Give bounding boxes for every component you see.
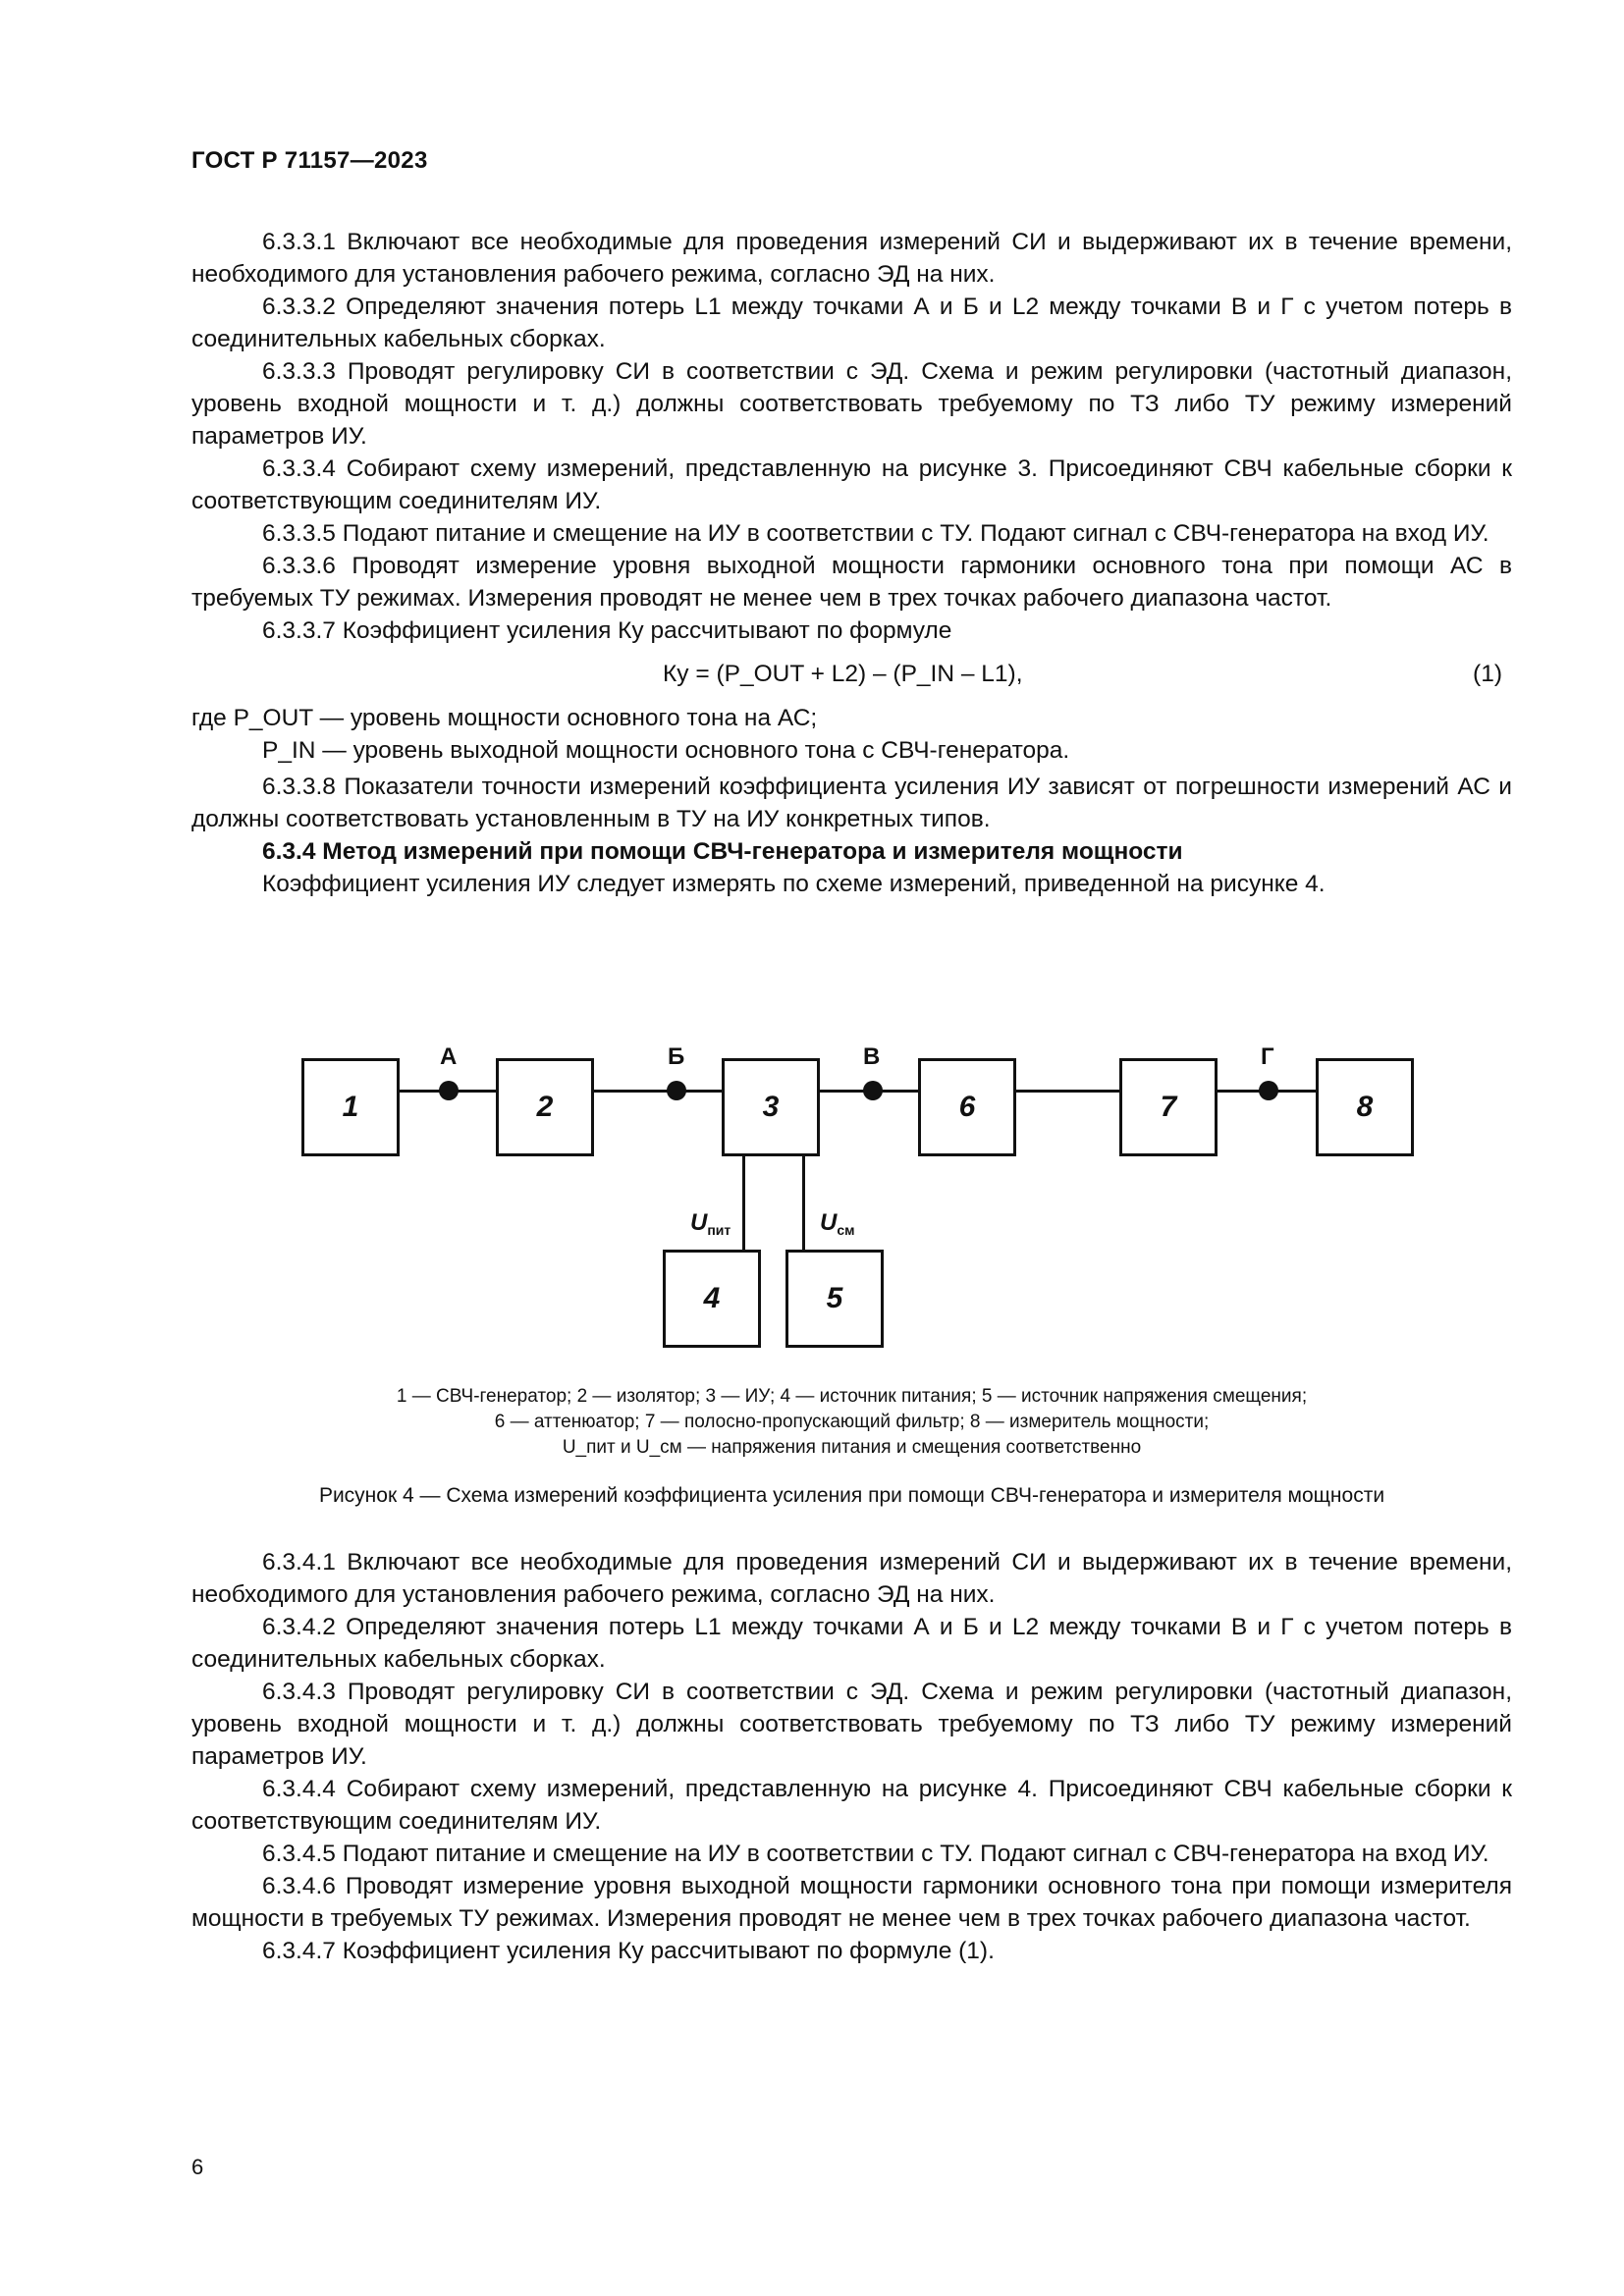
point-a-label: А	[440, 1043, 458, 1070]
paragraph-6-3-3-4: 6.3.3.4 Собирают схему измерений, представленную на рисунке 3. Присоединяют СВЧ кабельные сборки к соответствующим соединителям ИУ.	[191, 455, 1512, 514]
paragraph-6-3-4-1: 6.3.4.1 Включают все необходимые для проведения измерений СИ и выдерживают их в течение времени, необходимого для установления рабочего режима, согласно ЭД на них.	[191, 1549, 1512, 1608]
page-number: 6	[191, 2155, 204, 2179]
formula-expression: Ку = (P_OUT + L2) – (P_IN – L1),	[663, 661, 1023, 687]
point-v-dot	[863, 1081, 883, 1100]
u-pit-label: $U_{пит}$	[690, 1209, 731, 1238]
formula-number: (1)	[1473, 661, 1502, 687]
line-7-8	[1218, 1090, 1316, 1093]
paragraph-6-3-3-8: 6.3.3.8 Показатели точности измерений коэффициента усиления ИУ зависят от погрешности измерений АС и должны соответствовать установленным в ТУ на ИУ конкретных типов.	[191, 774, 1512, 832]
block-4-power-supply: 4	[663, 1250, 761, 1348]
block-2-isolator: 2	[496, 1058, 594, 1156]
block-3-device: 3	[722, 1058, 820, 1156]
paragraph-6-3-4-5: 6.3.4.5 Подают питание и смещение на ИУ в соответствии с ТУ. Подают сигнал с СВЧ-генератора на вход ИУ.	[262, 1841, 1489, 1867]
paragraph-6-3-3-1: 6.3.3.1 Включают все необходимые для проведения измерений СИ и выдерживают их в течение времени, необходимого для установления рабочего режима, согласно ЭД на них.	[191, 229, 1512, 288]
u-sm-label: $U_{см}$	[820, 1209, 855, 1238]
paragraph-6-3-3-2: 6.3.3.2 Определяют значения потерь L1 между точками А и Б и L2 между точками В и Г с учетом потерь в соединительных кабельных сборках.	[191, 294, 1512, 352]
figure-legend	[191, 1384, 1512, 1461]
section-6-3-4	[191, 1546, 1512, 1967]
line-1-2	[398, 1090, 496, 1093]
paragraph-6-3-3-5: 6.3.3.5 Подают питание и смещение на ИУ в соответствии с ТУ. Подают сигнал с СВЧ-генератора на вход ИУ.	[262, 520, 1489, 547]
where-line-pin: P_IN — уровень выходной мощности основного тона с СВЧ-генератора.	[262, 737, 1070, 764]
line-3-5	[802, 1154, 805, 1251]
document-header: ГОСТ Р 71157—2023	[191, 147, 428, 174]
point-a-dot	[439, 1081, 459, 1100]
line-2-3	[594, 1090, 722, 1093]
paragraph-6-3-4-6: 6.3.4.6 Проводят измерение уровня выходной мощности гармоники основного тона при помощи измерителя мощности в требуемых ТУ режимах. Измерения проводят не менее чем в трех точках рабочего диапазона частот.	[191, 1873, 1512, 1932]
block-5-bias-source: 5	[785, 1250, 884, 1348]
block-8-power-meter: 8	[1316, 1058, 1414, 1156]
formula-1	[191, 647, 1512, 702]
paragraph-6-3-3-7: 6.3.3.7 Коэффициент усиления Ку рассчитывают по формуле	[262, 617, 952, 644]
paragraph-6-3-4-2: 6.3.4.2 Определяют значения потерь L1 между точками А и Б и L2 между точками В и Г с учетом потерь в соединительных кабельных сборках.	[191, 1614, 1512, 1673]
paragraph-6-3-4-4: 6.3.4.4 Собирают схему измерений, представленную на рисунке 4. Присоединяют СВЧ кабельные сборки к соответствующим соединителям ИУ.	[191, 1776, 1512, 1835]
legend-line-2: 6 — аттенюатор; 7 — полосно-пропускающий фильтр; 8 — измеритель мощности;	[494, 1412, 1210, 1432]
line-3-4	[742, 1154, 745, 1251]
paragraph-6-3-3-3: 6.3.3.3 Проводят регулировку СИ в соответствии с ЭД. Схема и режим регулировки (частотный диапазон, уровень входной мощности и т. д.) должны соответствовать требуемому по ТЗ либо ТУ режиму измерений параметров ИУ.	[191, 358, 1512, 450]
intro-6-3-4: Коэффициент усиления ИУ следует измерять по схеме измерений, приведенной на рисунке 4.	[262, 871, 1326, 897]
point-g-label: Г	[1261, 1043, 1274, 1070]
legend-line-1: 1 — СВЧ-генератор; 2 — изолятор; 3 — ИУ; 4 — источник питания; 5 — источник напряжения смещения;	[396, 1386, 1308, 1407]
legend-line-3: U_пит и U_см — напряжения питания и смещения соответственно	[562, 1437, 1142, 1458]
where-line-pout: где P_OUT — уровень мощности основного тона на АС;	[191, 705, 818, 731]
block-7-bandpass-filter: 7	[1119, 1058, 1218, 1156]
paragraph-6-3-4-7: 6.3.4.7 Коэффициент усиления Ку рассчитывают по формуле (1).	[262, 1938, 995, 1964]
point-b-dot	[667, 1081, 686, 1100]
heading-6-3-4: 6.3.4 Метод измерений при помощи СВЧ-генератора и измерителя мощности	[262, 838, 1183, 865]
point-v-label: В	[863, 1043, 881, 1070]
block-1-microwave-generator: 1	[301, 1058, 400, 1156]
paragraph-6-3-3-6: 6.3.3.6 Проводят измерение уровня выходной мощности гармоники основного тона при помощи АС в требуемых ТУ режимах. Измерения проводят не менее чем в трех точках рабочего диапазона частот.	[191, 553, 1512, 612]
point-b-label: Б	[668, 1043, 685, 1070]
line-3-6	[820, 1090, 918, 1093]
line-6-7	[1016, 1090, 1119, 1093]
figure-caption: Рисунок 4 — Схема измерений коэффициента усиления при помощи СВЧ-генератора и измерителя мощности	[318, 1484, 1385, 1507]
paragraph-6-3-4-3: 6.3.4.3 Проводят регулировку СИ в соответствии с ЭД. Схема и режим регулировки (частотный диапазон, уровень входной мощности и т. д.) должны соответствовать требуемому по ТЗ либо ТУ режиму измерений параметров ИУ.	[191, 1679, 1512, 1770]
point-g-dot	[1259, 1081, 1278, 1100]
block-6-attenuator: 6	[918, 1058, 1016, 1156]
section-6-3-3	[191, 226, 1512, 900]
